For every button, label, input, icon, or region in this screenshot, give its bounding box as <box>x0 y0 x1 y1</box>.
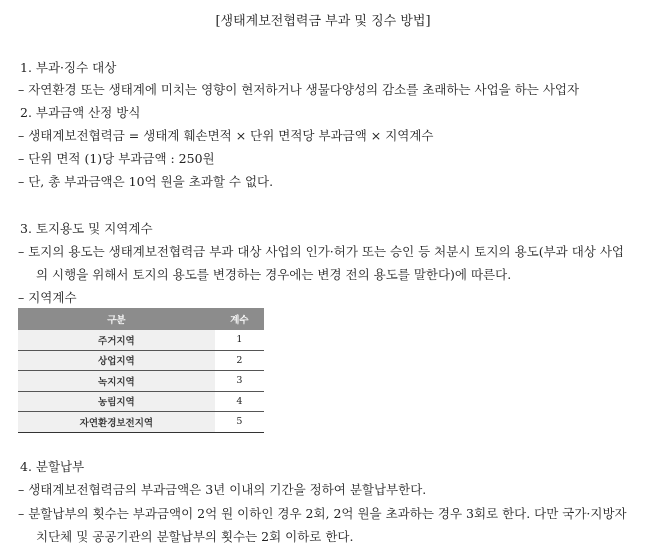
table-cell-coefficient: 5 <box>215 412 264 433</box>
section-3-line-1: – 토지의 용도는 생태계보전협력금 부과 대상 사업의 인가·허가 또는 승인 등 처분시 토지의 용도(부과 대상 사업 <box>18 244 625 259</box>
table-row <box>18 412 264 433</box>
document-title: [생태계보전협력금 부과 및 징수 방법] <box>215 14 431 29</box>
section-2-line-2: – 단위 면적 (1)당 부과금액 : 250원 <box>18 151 215 166</box>
section-3-line-2: 의 시행을 위해서 토지의 용도를 변경하는 경우에는 변경 전의 용도를 말한다)에 따른다. <box>36 267 512 282</box>
section-2-line-1: – 생태계보전협력금 = 생태계 훼손면적 × 단위 면적당 부과금액 × 지역계수 <box>18 128 434 143</box>
table-header-category: 구분 <box>18 308 215 330</box>
section-3-heading: 3. 토지용도 및 지역계수 <box>20 221 153 236</box>
section-4-line-3: 치단체 및 공공기관의 분할납부의 횟수는 2회 이하로 한다. <box>36 529 354 544</box>
section-4-line-1: – 생태계보전협력금의 부과금액은 3년 이내의 기간을 정하여 분할납부한다. <box>18 482 427 497</box>
section-4-heading: 4. 분할납부 <box>20 459 85 474</box>
table-header-coefficient: 계수 <box>215 308 264 330</box>
section-1-line-1: – 자연환경 또는 생태계에 미치는 영향이 현저하거나 생물다양성의 감소를 초래하는 사업을 하는 사업자 <box>18 82 580 97</box>
table-header-row <box>18 308 264 330</box>
table-cell-coefficient: 2 <box>215 350 264 371</box>
table-row <box>18 391 264 412</box>
table-cell-region: 농림지역 <box>18 391 215 412</box>
section-4-line-2: – 분할납부의 횟수는 부과금액이 2억 원 이하인 경우 2회, 2억 원을 초과하는 경우 3회로 한다. 다만 국가·지방자 <box>18 506 627 521</box>
table-row <box>18 371 264 392</box>
table-cell-region: 상업지역 <box>18 350 215 371</box>
section-2-line-3: – 단, 총 부과금액은 10억 원을 초과할 수 없다. <box>18 174 274 189</box>
table-cell-region: 자연환경보전지역 <box>18 412 215 433</box>
table-cell-coefficient: 4 <box>215 391 264 412</box>
table-cell-coefficient: 1 <box>215 330 264 350</box>
table-cell-region: 녹지지역 <box>18 371 215 392</box>
table-cell-region: 주거지역 <box>18 330 215 350</box>
table-row <box>18 350 264 371</box>
table-cell-coefficient: 3 <box>215 371 264 392</box>
section-1-heading: 1. 부과·징수 대상 <box>20 60 117 75</box>
region-coefficient-table <box>18 308 264 433</box>
section-3-line-3: – 지역계수 <box>18 290 77 305</box>
table-row <box>18 330 264 350</box>
section-2-heading: 2. 부과금액 산정 방식 <box>20 105 141 120</box>
